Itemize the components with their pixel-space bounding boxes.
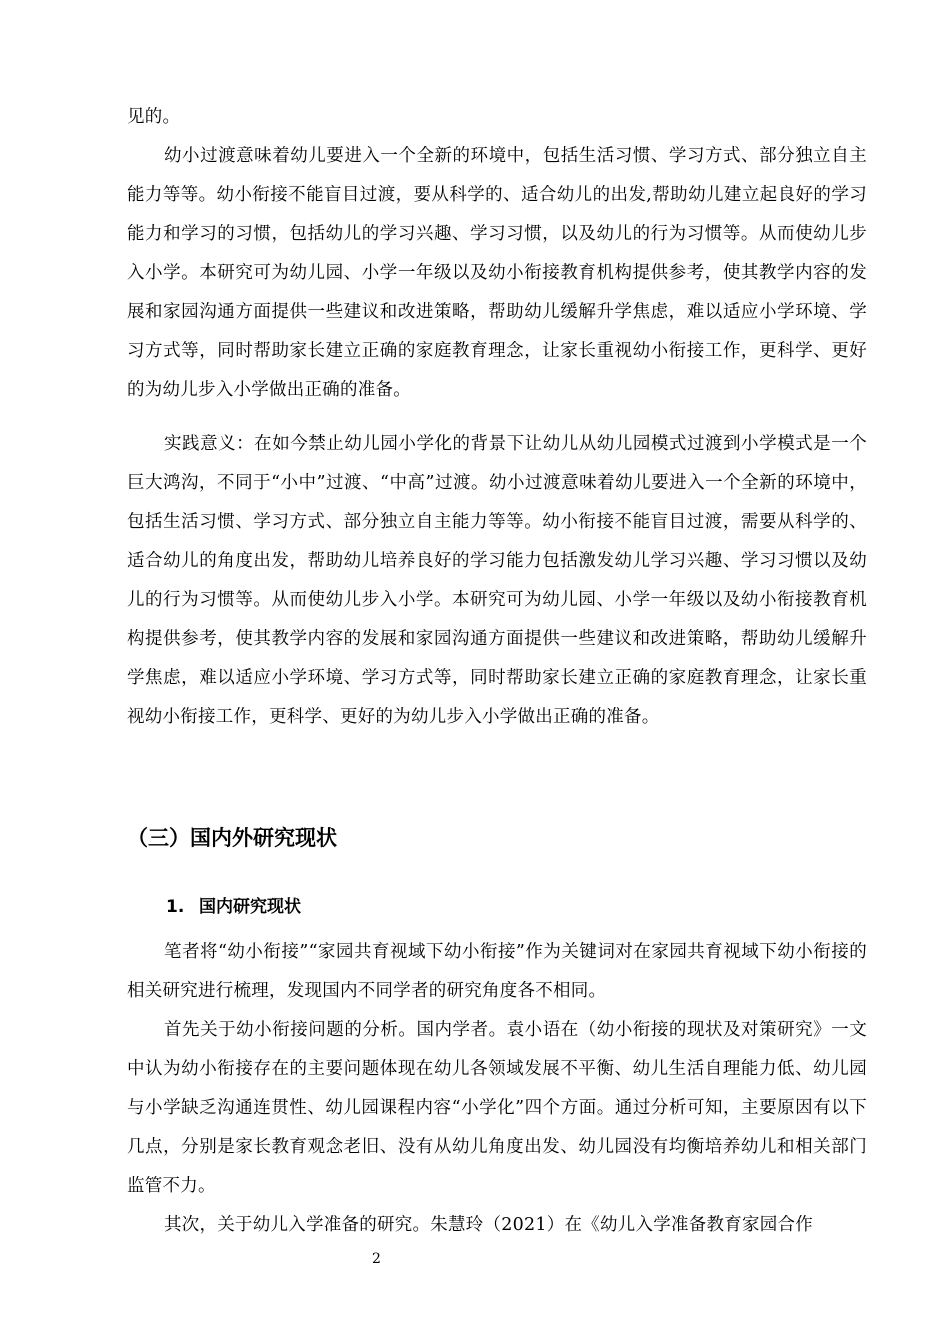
paragraph-practical-significance: 实践意义：在如今禁止幼儿园小学化的背景下让幼儿从幼儿园模式过渡到小学模式是一个巨大鸿沟，不同于“小中”过渡、“中高”过渡。幼小过渡意味着幼儿要进入一个全新的环境中，包括生活习惯、学习方式、部分独立自主能力等等。幼小衔接不能盲目过渡，需要从科学的、适合幼儿的角度出发，帮助幼儿培养良好的学习能力包括激发幼儿学习兴趣、学习习惯以及幼儿的行为习惯等。从而使幼儿步入小学。本研究可为幼儿园、小学一年级以及幼小衔接教育机构提供参考，使其教学内容的发展和家园沟通方面提供一些建议和改进策略，帮助幼儿缓解升学焦虑，难以适应小学环境、学习方式等，同时帮助家长建立正确的家庭教育理念，让家长重视幼小衔接工作，更科学、更好的为幼儿步入小学做出正确的准备。: [127, 434, 867, 727]
paragraph-continuation: 见的。: [127, 107, 181, 127]
sub-heading: [166, 890, 301, 924]
paragraph-school-readiness: 其次，关于幼儿入学准备的研究。朱慧玲（2021）在《幼儿入学准备教育家园合作: [164, 1215, 814, 1235]
paragraph-keywords: 笔者将“幼小衔接”“家园共育视域下幼小衔接”作为关键词对在家园共育视域下幼小衔接的相关研究进行梳理，发现国内不同学者的研究角度各不相同。: [127, 942, 867, 1001]
paragraph-problem-analysis: 首先关于幼小衔接问题的分析。国内学者。袁小语在（幼小衔接的现状及对策研究》一文中认为幼小衔接存在的主要问题体现在幼儿各领域发展不平衡、幼儿生活自理能力低、幼儿园与小学缺乏沟通连贯性、幼儿园课程内容“小学化”四个方面。通过分析可知，主要原因有以下几点，分别是家长教育观念老旧、没有从幼儿角度出发、幼儿园没有均衡培养幼儿和相关部门监管不力。: [127, 1020, 867, 1196]
sub-heading-number: 1.: [166, 897, 185, 917]
section-heading: （三）国内外研究现状: [127, 826, 337, 850]
sub-heading-text: 国内研究现状: [199, 897, 301, 917]
page-number: 2: [372, 1251, 381, 1267]
paragraph-transition-meaning: 幼小过渡意味着幼儿要进入一个全新的环境中，包括生活习惯、学习方式、部分独立自主能力等等。幼小衔接不能盲目过渡，要从科学的、适合幼儿的出发,帮助幼儿建立起良好的学习能力和学习的习惯，包括幼儿的学习兴趣、学习习惯，以及幼儿的行为习惯等。从而使幼儿步入小学。本研究可为幼儿园、小学一年级以及幼小衔接教育机构提供参考，使其教学内容的发展和家园沟通方面提供一些建议和改进策略，帮助幼儿缓解升学焦虑，难以适应小学环境、学习方式等，同时帮助家长建立正确的家庭教育理念，让家长重视幼小衔接工作，更科学、更好的为幼儿步入小学做出正确的准备。: [127, 146, 867, 400]
